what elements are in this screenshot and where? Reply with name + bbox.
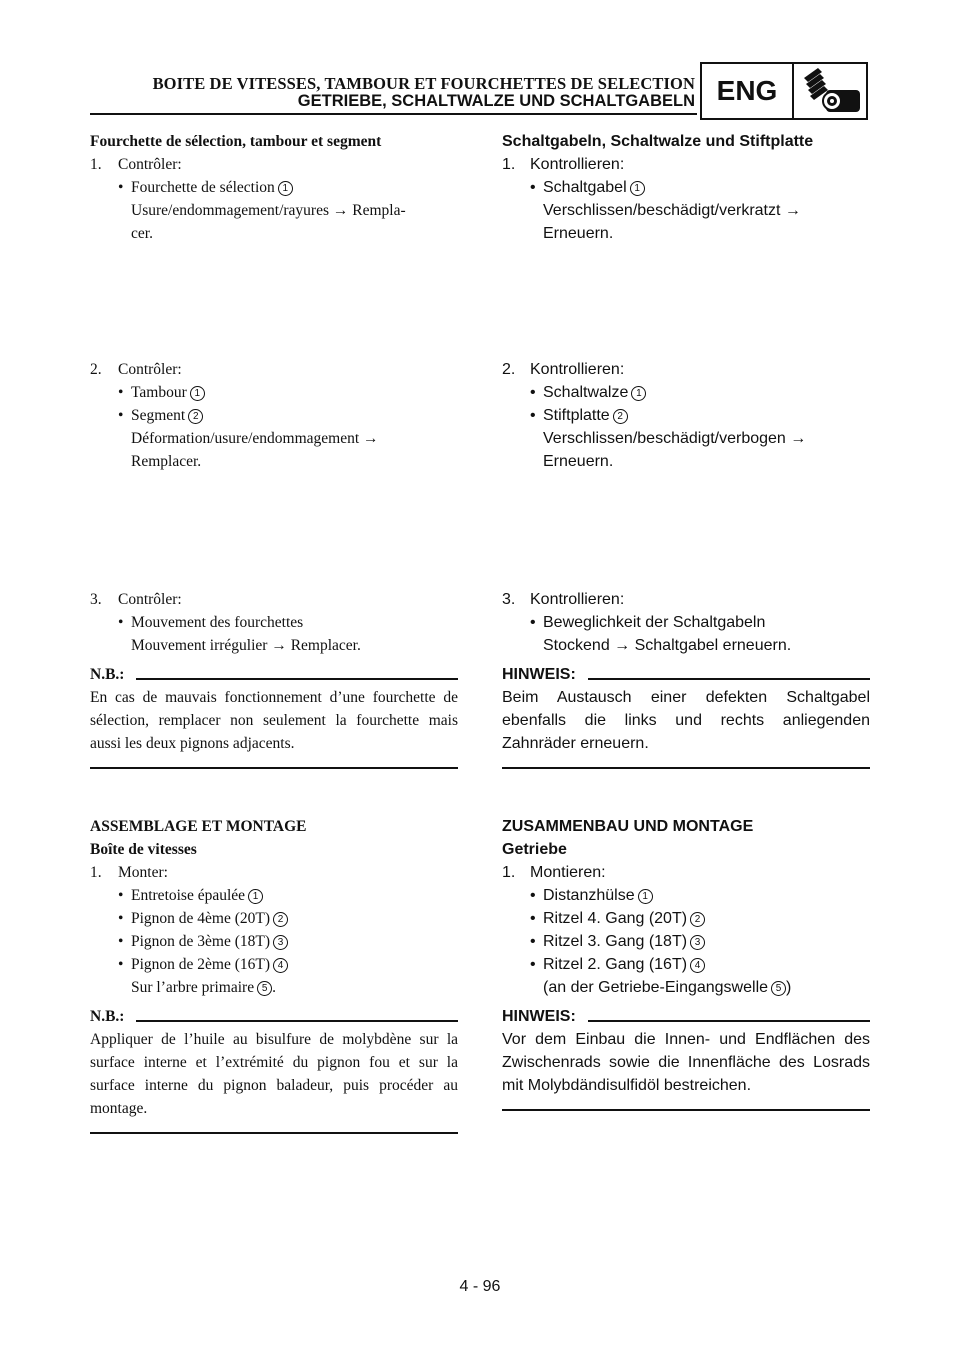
bullet: •: [530, 179, 536, 196]
engine-cylinder-icon: [796, 64, 866, 118]
bullet: •: [530, 956, 536, 973]
de-item: Schaltgabel: [543, 179, 627, 196]
bullet: •: [118, 910, 124, 927]
note-rule: [136, 678, 458, 680]
de-step-label: Montieren:: [530, 864, 606, 881]
de-item: Stiftplatte: [543, 407, 610, 424]
de-step-number: 1.: [502, 864, 516, 881]
de-item: Schaltwalze: [543, 384, 629, 401]
fr-assembly: [90, 815, 458, 999]
ref-number-badge: 1: [638, 889, 653, 904]
ref-number-badge: 3: [690, 935, 705, 950]
fr-section-2: [90, 358, 458, 473]
fr-part: Pignon de 3ème (18T): [131, 933, 271, 950]
ref-number-badge: 5: [257, 981, 272, 996]
bullet: •: [530, 933, 536, 950]
bullet: •: [118, 407, 124, 424]
de-part: Ritzel 3. Gang (18T): [543, 933, 688, 950]
fr-note-label: N.B.:: [90, 666, 125, 683]
note-rule: [588, 678, 870, 680]
fr-part: Pignon de 4ème (20T): [131, 910, 271, 927]
fr-part: Pignon de 2ème (16T): [131, 956, 271, 973]
ref-number-badge: 3: [273, 935, 288, 950]
fr-section-1-title: Fourchette de sélection, tambour et segment: [90, 133, 382, 150]
de-assembly-subheading: Getriebe: [502, 841, 567, 858]
de-note-text: Vor dem Einbau die Innen- und Endflächen des Zwischenrads sowie die Innenfläche des Losrads mit Molybdändisulfidöl bestreichen.: [502, 1031, 870, 1094]
fr-step-label: Contrôler:: [118, 361, 182, 378]
bullet: •: [118, 933, 124, 950]
ref-number-badge: 2: [690, 912, 705, 927]
de-step-label: Kontrollieren:: [530, 591, 625, 608]
ref-number-badge: 1: [190, 386, 205, 401]
de-action: Stockend → Schaltgabel erneuern.: [543, 637, 792, 654]
fr-step-number: 1.: [90, 864, 102, 881]
de-action: Verschlissen/beschädigt/verbogen →: [543, 430, 807, 447]
note-end-rule: [502, 767, 870, 769]
fr-action-cont: Remplacer.: [131, 453, 202, 470]
de-action-cont: Erneuern.: [543, 453, 614, 470]
fr-step-label: Contrôler:: [118, 156, 182, 173]
ref-number-badge: 4: [273, 958, 288, 973]
page-number: 4 - 96: [459, 1278, 501, 1295]
fr-note-text: Appliquer de l’huile au bisulfure de molybdène sur la surface interne et l’extrémité du pignon fou et sur la surface interne du pignon baladeur, puis procéder au montage.: [90, 1031, 458, 1117]
fr-part: Entretoise épaulée: [131, 887, 246, 904]
fr-location: Sur l’arbre primaire: [131, 979, 255, 996]
fr-action-cont: cer.: [131, 225, 153, 242]
de-location-end: ): [786, 979, 792, 996]
de-action-cont: Erneuern.: [543, 225, 614, 242]
section-badge: [700, 62, 868, 120]
ref-number-badge: 2: [613, 409, 628, 424]
bullet: •: [118, 179, 124, 196]
note-end-rule: [90, 1132, 458, 1134]
de-section-2: [502, 358, 870, 473]
ref-number-badge: 1: [278, 181, 293, 196]
de-note-label: HINWEIS:: [502, 666, 576, 683]
header-title-fr: BOITE DE VITESSES, TAMBOUR ET FOURCHETTES DE SELECTION: [152, 74, 695, 93]
fr-note-1: [90, 662, 458, 769]
de-part: Distanzhülse: [543, 887, 635, 904]
fr-location-end: .: [272, 979, 276, 996]
header-rule: [90, 113, 697, 115]
bullet: •: [118, 384, 124, 401]
fr-item: Tambour: [131, 384, 187, 401]
fr-step-number: 3.: [90, 591, 102, 608]
de-step-label: Kontrollieren:: [530, 361, 625, 378]
fr-item: Segment: [131, 407, 186, 424]
de-part: Ritzel 4. Gang (20T): [543, 910, 688, 927]
fr-section-1: [90, 130, 458, 245]
note-rule: [588, 1020, 870, 1022]
bullet: •: [530, 614, 536, 631]
header-title-de: GETRIEBE, SCHALTWALZE UND SCHALTGABELN: [297, 92, 695, 110]
fr-step-label: Contrôler:: [118, 591, 182, 608]
fr-item: Mouvement des fourchettes: [131, 614, 304, 631]
ref-number-badge: 2: [273, 912, 288, 927]
bullet: •: [118, 614, 124, 631]
fr-note-2: [90, 1004, 458, 1134]
fr-section-3: [90, 588, 458, 657]
bullet: •: [530, 887, 536, 904]
ref-number-badge: 1: [630, 181, 645, 196]
fr-action: Usure/endommagement/rayures → Rempla-: [131, 202, 406, 219]
de-step-number: 1.: [502, 156, 516, 173]
de-location: (an der Getriebe-Eingangswelle: [543, 979, 769, 996]
bullet: •: [118, 887, 124, 904]
bullet: •: [530, 407, 536, 424]
fr-action: Mouvement irrégulier → Remplacer.: [131, 637, 361, 654]
ref-number-badge: 4: [690, 958, 705, 973]
bullet: •: [118, 956, 124, 973]
de-item: Beweglichkeit der Schaltgabeln: [543, 614, 766, 631]
de-note-1: [502, 662, 870, 769]
fr-step-label: Monter:: [118, 864, 168, 881]
de-part: Ritzel 2. Gang (16T): [543, 956, 688, 973]
de-action: Verschlissen/beschädigt/verkratzt →: [543, 202, 801, 219]
de-note-label: HINWEIS:: [502, 1008, 576, 1025]
fr-note-label: N.B.:: [90, 1008, 125, 1025]
de-assembly: [502, 815, 870, 999]
fr-item: Fourchette de sélection: [131, 179, 275, 196]
note-end-rule: [502, 1109, 870, 1111]
de-step-number: 3.: [502, 591, 516, 608]
ref-number-badge: 1: [631, 386, 646, 401]
fr-step-number: 2.: [90, 361, 102, 378]
fr-note-text: En cas de mauvais fonctionnement d’une fourchette de sélection, remplacer non seulement la fourchette mais aussi les deux pignons adjacents.: [90, 689, 458, 752]
section-badge-label: ENG: [702, 64, 794, 118]
note-end-rule: [90, 767, 458, 769]
de-note-text: Beim Austausch einer defekten Schaltgabel ebenfalls die links und rechts anliegenden Zahnräder erneuern.: [502, 689, 870, 752]
fr-assembly-subheading: Boîte de vitesses: [90, 841, 197, 858]
de-step-label: Kontrollieren:: [530, 156, 625, 173]
fr-assembly-heading: ASSEMBLAGE ET MONTAGE: [90, 818, 307, 835]
de-section-1: [502, 130, 870, 245]
fr-step-number: 1.: [90, 156, 102, 173]
ref-number-badge: 5: [771, 981, 786, 996]
ref-number-badge: 2: [188, 409, 203, 424]
de-section-3: [502, 588, 870, 657]
note-rule: [136, 1020, 458, 1022]
de-note-2: [502, 1004, 870, 1111]
de-section-1-title: Schaltgabeln, Schaltwalze und Stiftplatte: [502, 133, 814, 150]
fr-action: Déformation/usure/endommagement →: [131, 430, 379, 447]
bullet: •: [530, 384, 536, 401]
ref-number-badge: 1: [248, 889, 263, 904]
de-assembly-heading: ZUSAMMENBAU UND MONTAGE: [502, 818, 754, 835]
bullet: •: [530, 910, 536, 927]
de-step-number: 2.: [502, 361, 516, 378]
